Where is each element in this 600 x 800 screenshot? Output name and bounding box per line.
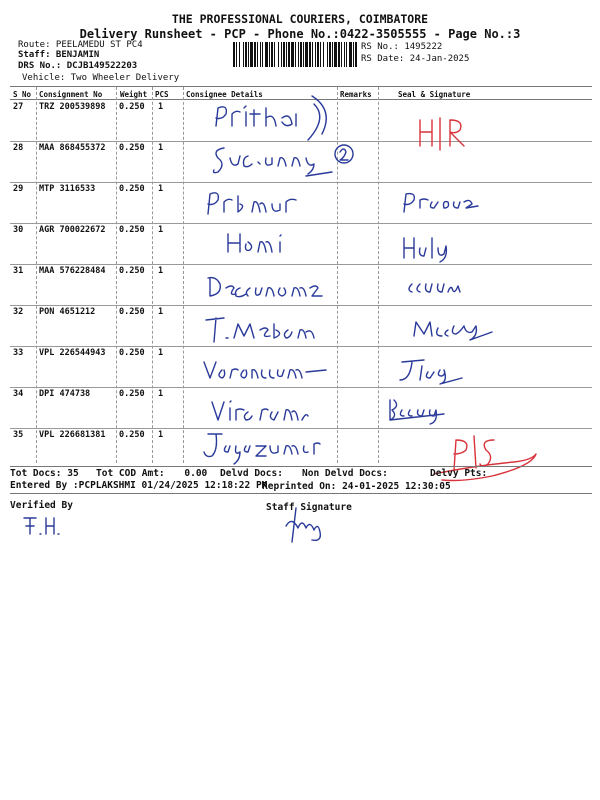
col-consignee: Consignee Details <box>186 90 263 99</box>
rs-number: RS No.: 1495222 <box>361 42 443 52</box>
handwritten-name <box>210 140 360 182</box>
row-weight: 0.250 <box>119 225 145 235</box>
row-weight: 0.250 <box>119 389 145 399</box>
row-weight: 0.250 <box>119 266 145 276</box>
row-pcs: 1 <box>158 430 164 440</box>
row-consignment: PON 4651212 <box>39 307 96 317</box>
col-sep <box>183 87 184 463</box>
row-weight: 0.250 <box>119 143 145 153</box>
row-sno: 30 <box>13 225 24 235</box>
col-sep <box>152 87 153 463</box>
runsheet-subtitle: Delivery Runsheet - PCP - Phone No.:0422-3505555 - Page No.:3 <box>79 27 521 41</box>
tot-docs-value: 35 <box>67 468 79 479</box>
tot-cod-label: Tot COD Amt: <box>96 468 165 479</box>
entered-by: Entered By :PCPLAKSHMI 01/24/2025 12:18:22 PM <box>10 480 268 491</box>
staff-signature <box>282 506 342 546</box>
signature <box>404 272 474 298</box>
row-divider <box>10 387 592 388</box>
row-pcs: 1 <box>158 225 164 235</box>
row-pcs: 1 <box>158 389 164 399</box>
row-sno: 34 <box>13 389 24 399</box>
handwritten-name <box>200 428 330 468</box>
tot-docs <box>10 468 79 479</box>
stamp-hr-seal <box>414 114 474 154</box>
barcode <box>233 42 357 67</box>
row-weight: 0.250 <box>119 307 145 317</box>
row-consignment: MAA 576228484 <box>39 266 106 276</box>
table-top-rule <box>10 86 592 87</box>
row-weight: 0.250 <box>119 348 145 358</box>
handwritten-name <box>206 394 316 428</box>
col-remarks: Remarks <box>340 90 372 99</box>
row-sno: 28 <box>13 143 24 153</box>
row-sno: 27 <box>13 102 24 112</box>
row-sno: 29 <box>13 184 24 194</box>
handwritten-name <box>204 270 334 304</box>
vehicle-label: Vehicle: Two Wheeler Delivery <box>22 73 180 83</box>
row-divider <box>10 182 592 183</box>
row-consignment: VPL 226544943 <box>39 348 106 358</box>
row-pcs: 1 <box>158 307 164 317</box>
row-consignment: MTP 3116533 <box>39 184 96 194</box>
verified-by-label: Verified By <box>10 500 73 511</box>
row-consignment: TRZ 200539898 <box>39 102 106 112</box>
signature <box>398 188 488 218</box>
reprinted-on: Reprinted On: 24-01-2025 12:30:05 <box>262 481 451 492</box>
col-sep <box>36 87 37 463</box>
tot-cod-value: 0.00 <box>184 468 208 479</box>
row-consignment: DPI 474738 <box>39 389 91 399</box>
drs-number: DRS No.: DCJB149522203 <box>18 61 138 71</box>
row-pcs: 1 <box>158 266 164 276</box>
rs-date: RS Date: 24-Jan-2025 <box>361 54 470 64</box>
row-sno: 31 <box>13 266 24 276</box>
tot-docs-label: Tot Docs: <box>10 468 62 479</box>
row-weight: 0.250 <box>119 102 145 112</box>
handwritten-name <box>224 228 304 258</box>
non-delvd-docs: Non Delvd Docs: <box>302 468 388 479</box>
signature <box>398 232 458 262</box>
delvd-docs: Delvd Docs: <box>220 468 283 479</box>
delvy-pts: Delvy Pts: <box>430 468 488 479</box>
col-pcs: PCS <box>155 90 169 99</box>
row-divider <box>10 264 592 265</box>
company-title: THE PROFESSIONAL COURIERS, COIMBATORE <box>171 12 429 26</box>
col-weight: Weight <box>120 90 148 99</box>
row-weight: 0.250 <box>119 184 145 194</box>
handwritten-name <box>202 312 332 348</box>
col-sno: S No <box>13 90 32 99</box>
tot-cod <box>96 468 207 479</box>
signature <box>408 312 498 342</box>
staff-signature-label: Staff Signature <box>266 502 352 513</box>
signature <box>396 356 476 386</box>
col-sep <box>116 87 117 463</box>
row-pcs: 1 <box>158 184 164 194</box>
col-consignment: Consignment No <box>39 90 103 99</box>
verifier-initials <box>22 514 72 538</box>
handwritten-name <box>202 186 332 226</box>
row-sno: 33 <box>13 348 24 358</box>
signature <box>384 394 464 424</box>
row-sno: 35 <box>13 430 24 440</box>
footer-bottom-rule <box>10 493 592 494</box>
row-pcs: 1 <box>158 143 164 153</box>
handwritten-name <box>210 100 340 140</box>
row-divider <box>10 305 592 306</box>
row-pcs: 1 <box>158 102 164 112</box>
col-sep <box>378 87 379 463</box>
row-consignment: VPL 226681381 <box>39 430 106 440</box>
handwritten-name <box>200 354 330 384</box>
route-label: Route: PEELAMEDU ST PC4 <box>18 40 143 50</box>
row-weight: 0.250 <box>119 430 145 440</box>
row-sno: 32 <box>13 307 24 317</box>
staff-label: Staff: BENJAMIN <box>18 50 100 60</box>
row-pcs: 1 <box>158 348 164 358</box>
row-consignment: AGR 700022672 <box>39 225 106 235</box>
row-consignment: MAA 868455372 <box>39 143 106 153</box>
col-seal-signature: Seal & Signature <box>398 90 471 99</box>
footer-top-rule <box>10 466 592 467</box>
